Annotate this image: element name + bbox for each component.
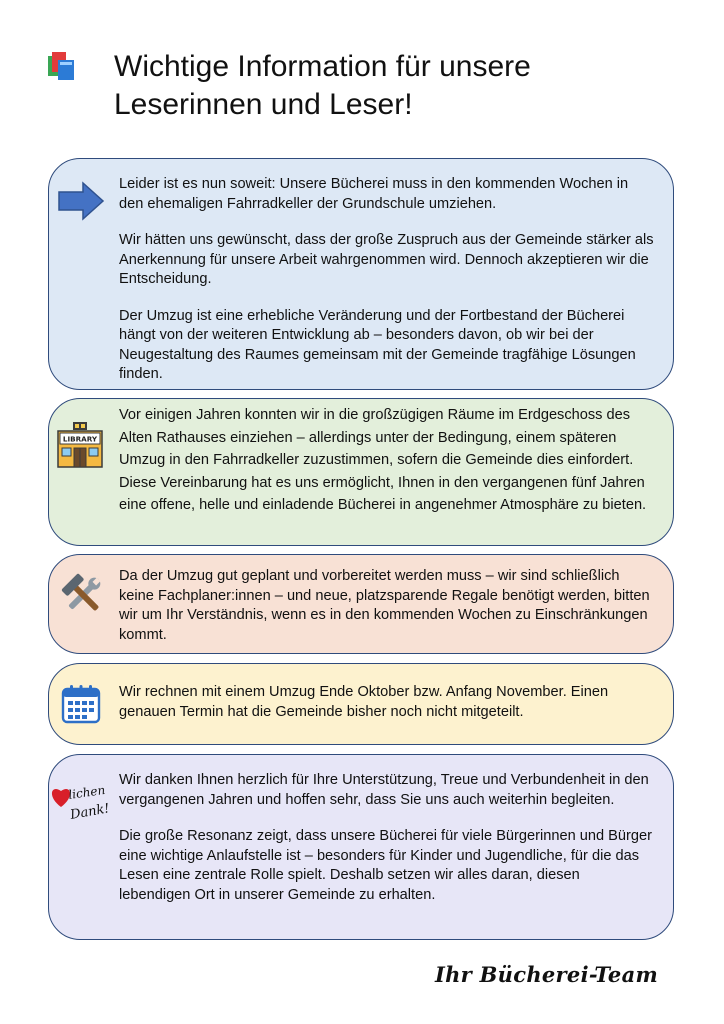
library-building-icon — [55, 421, 105, 474]
card-1-paragraph-2: Wir hätten uns gewünscht, dass der große Zuspruch aus der Gemeinde stärker als Anerkennung für unsere Arbeit wahrgenommen wird. Dennoch akzeptieren wir die Entscheidung. — [119, 232, 654, 287]
card-3-paragraph-1: Da der Umzug gut geplant und vorbereitet werden muss – wir sind schließlich keine Fachplaner:innen – und neue, platzsparende Regale benötigt werden, bitten wir um Ihr Verständnis, wenn es in den kommenden Wochen zu Einschränkungen kommt. — [119, 568, 650, 643]
hammer-wrench-icon — [61, 573, 105, 622]
title-line-2: Leserinnen und Leser! — [114, 88, 413, 121]
page-title — [114, 48, 674, 124]
card-5-paragraph-2: Die große Resonanz zeigt, dass unsere Bücherei für viele Bürgerinnen und Bürger eine wichtige Anlaufstelle ist – besonders für Kinder und Jugendliche, für die das Lesen eine zentrale Rolle spielt. Deshalb setzen wir alles daran, diesen lebendigen Ort in unserer Gemeinde zu erhalten. — [119, 828, 652, 903]
card-5-paragraph-1: Wir danken Ihnen herzlich für Ihre Unterstützung, Treue und Verbundenheit in den vergangenen Jahren und hoffen sehr, dass Sie uns auch weiterhin begleiten. — [119, 772, 649, 808]
card-1-paragraph-1: Leider ist es nun soweit: Unsere Bücherei muss in den kommenden Wochen in den ehemaligen Fahrradkeller der Grundschule umziehen. — [119, 176, 629, 212]
title-line-1: Wichtige Information für unsere — [114, 50, 531, 83]
right-arrow-icon — [57, 181, 105, 226]
heart-thanks-icon — [49, 781, 121, 836]
info-card-move — [48, 158, 674, 390]
library-sign-label: LIBRARY — [62, 434, 98, 444]
info-card-history — [48, 398, 674, 546]
card-1-paragraph-3: Der Umzug ist eine erhebliche Veränderung und der Fortbestand der Bücherei hängt von der weiteren Entwicklung ab – besonders davon, ob wir bei der Neugestaltung des Raumes gemeinsam mit der Gemeinde tragfähige Lösungen finden. — [119, 307, 636, 382]
thanks-word-1: lichen — [67, 782, 107, 802]
thanks-word-2: Dank! — [69, 801, 111, 823]
signature: Ihr Bücherei-Team — [434, 962, 658, 987]
info-card-thanks — [48, 754, 674, 940]
calendar-icon — [61, 684, 101, 729]
card-4-paragraph-1: Wir rechnen mit einem Umzug Ende Oktober bzw. Anfang November. Einen genauen Termin hat die Gemeinde bisher noch nicht mitgeteilt. — [119, 684, 609, 720]
info-card-date — [48, 663, 674, 745]
card-2-paragraph-1: Vor einigen Jahren konnten wir in die großzügigen Räume im Erdgeschoss des Alten Rathauses einziehen – allerdings unter der Bedingung, einem späteren Umzug in den Fahrradkeller zuzustimmen, sofern die Gemeinde dies einfordert. Diese Vereinbarung hat es uns ermöglicht, Ihnen in den vergangenen fünf Jahren eine offene, helle und einladende Bücherei in angenehmer Atmosphäre zu bieten. — [119, 407, 647, 514]
info-card-planning — [48, 554, 674, 654]
books-stack-icon — [48, 52, 82, 82]
